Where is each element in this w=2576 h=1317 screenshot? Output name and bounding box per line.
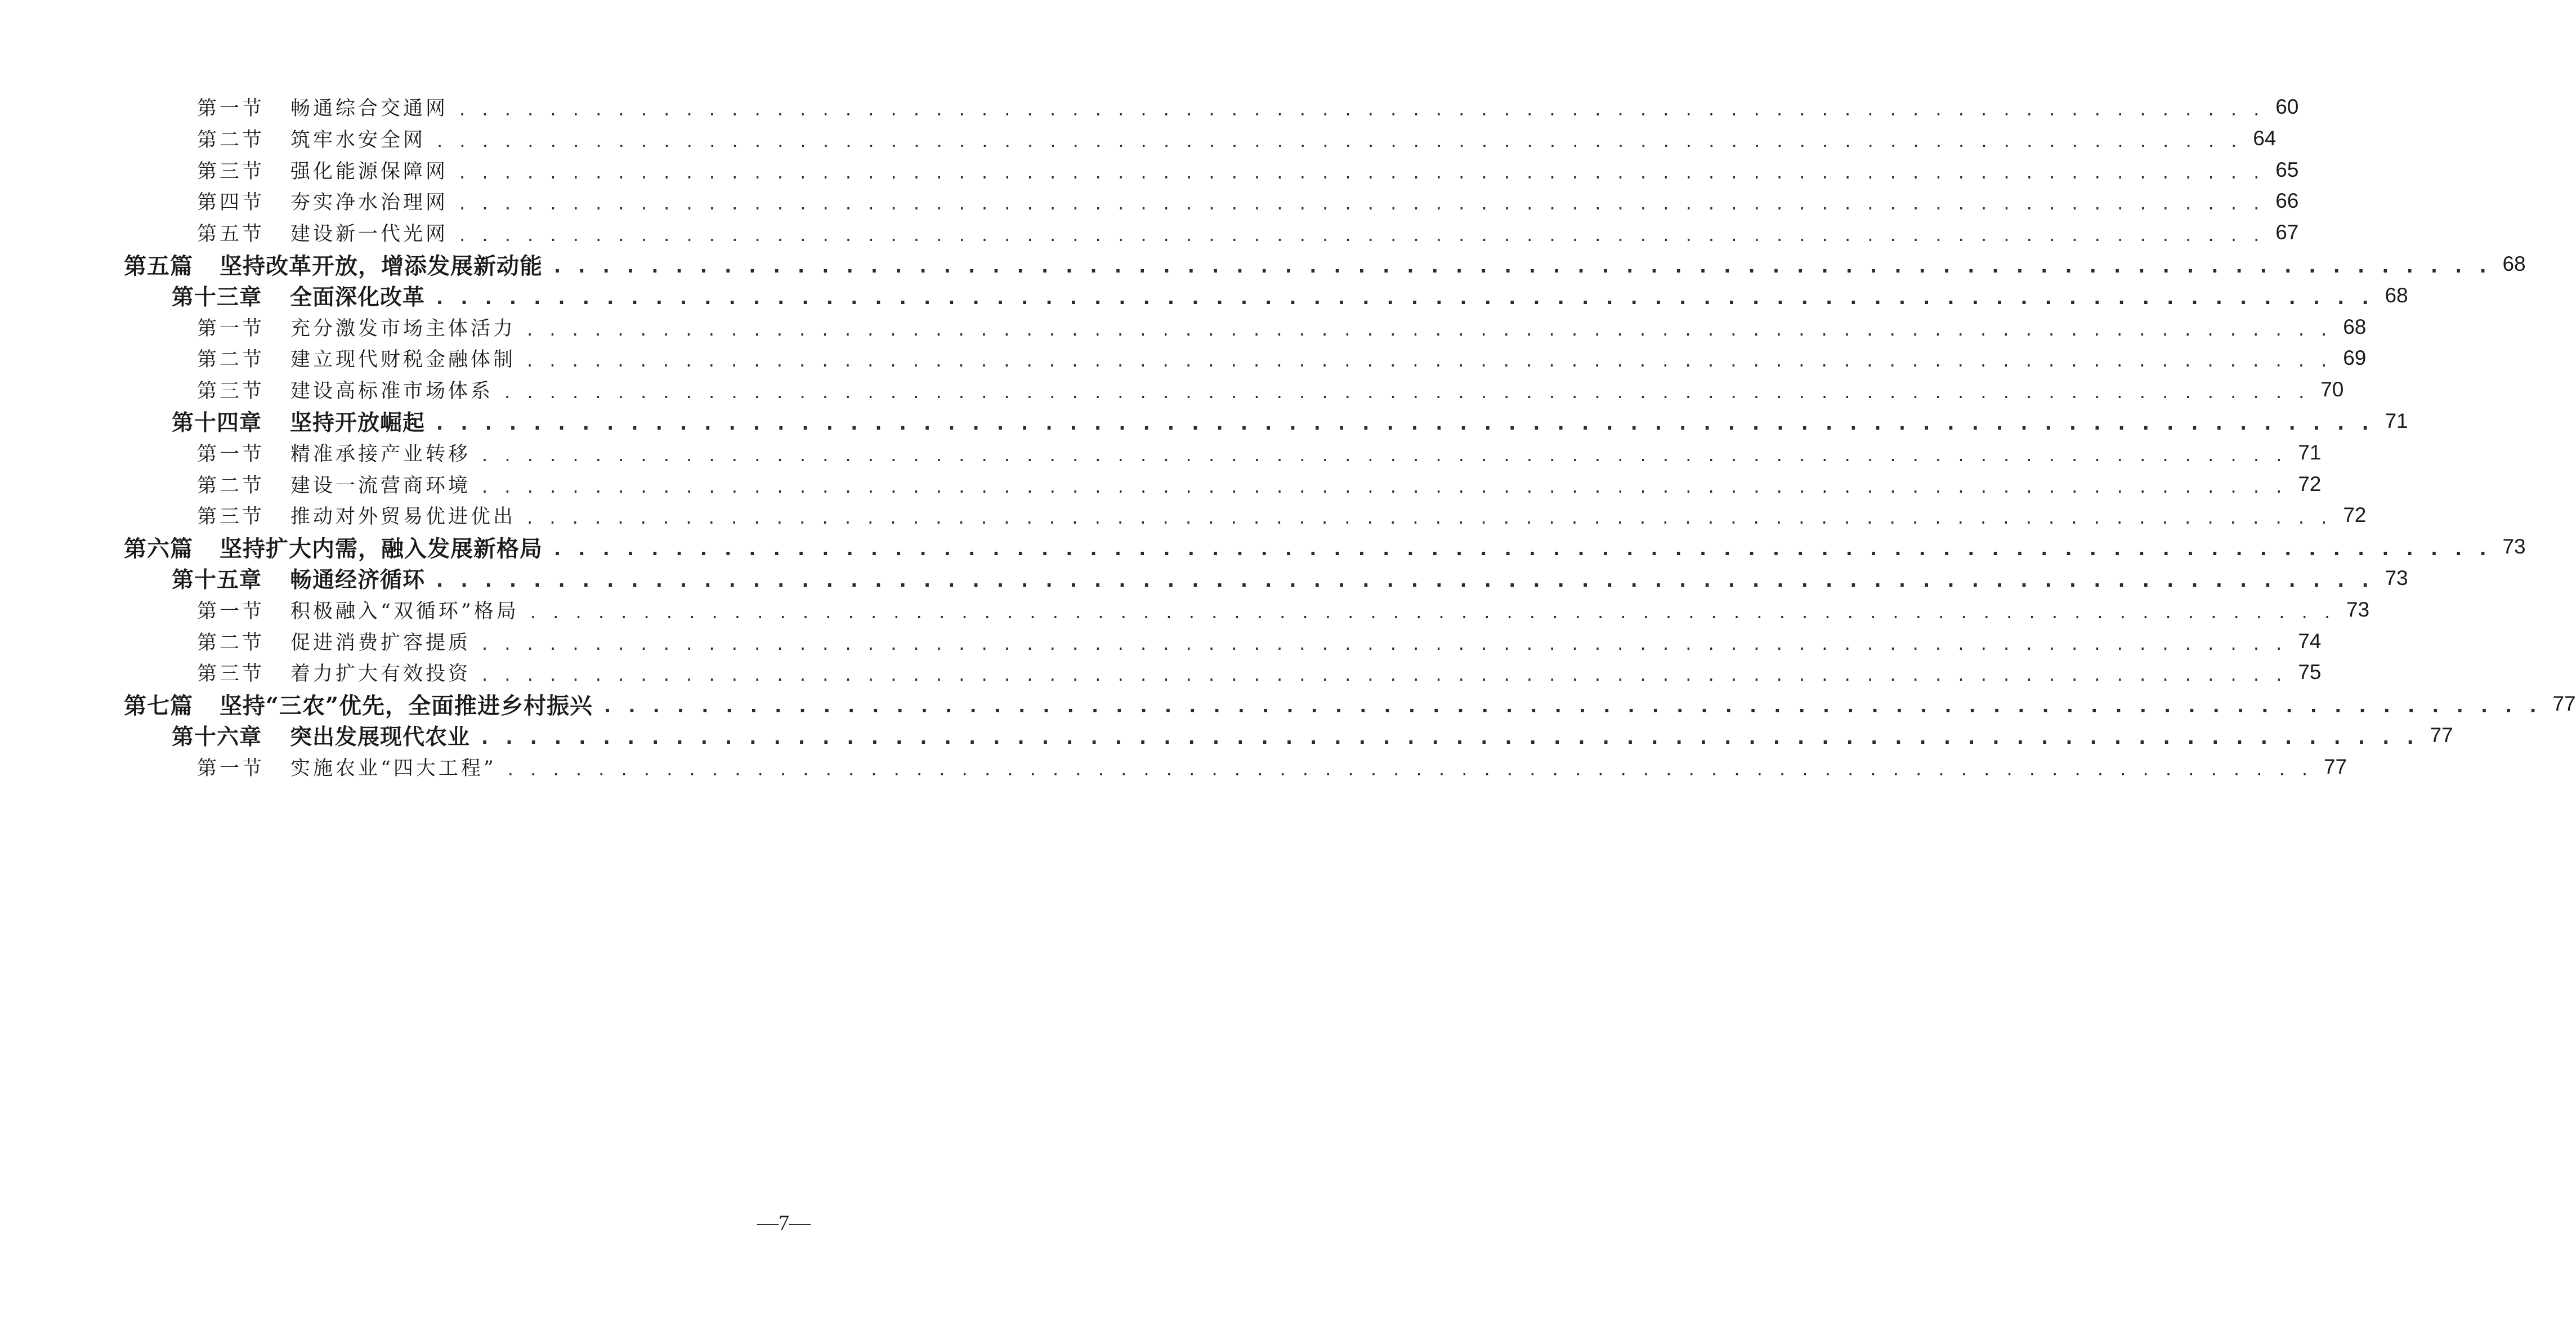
toc-entry-section xyxy=(197,655,2322,689)
toc-entry-part xyxy=(124,687,2576,721)
toc-entry-label: 第五节 xyxy=(197,223,265,246)
dot-leader: . . . . . . . . . . . . . . . . . . . . . . . . . . . . . . . . . . . . . . . . . . . . . . . . . . . . . . . . . . . . . . . . . . . . . . . . . . . . . . . . xyxy=(527,318,2333,340)
dot-leader: . . . . . . . . . . . . . . . . . . . . . . . . . . . . . . . . . . . . . . . . . . . . . . . . . . . . . . . . . . . . . . . . . . . . . . . . . . . . . . . . xyxy=(530,601,2336,623)
toc-entry-label: 第五篇 xyxy=(124,252,193,279)
dot-leader: . . . . . . . . . . . . . . . . . . . . . . . . . . . . . . . . . . . . . . . . . . . . . . . . . . . . . . . . . . . . . . . . . . . . . . . . . . . . . . . . xyxy=(482,475,2288,497)
toc-entry-section xyxy=(197,624,2322,658)
toc-entry-title: 夯实净水治理网 xyxy=(290,191,449,215)
dot-leader: . . . . . . . . . . . . . . . . . . . . . . . . . . . . . . . . . . . . . . . . . . . . . . . . . . . . . . . . . . . . . . . . . . . . . . . . . . . . . . . . xyxy=(436,413,2374,434)
toc-entry-label: 第三节 xyxy=(197,380,265,403)
toc-entry-page-number: 75 xyxy=(2298,660,2322,684)
dot-leader: . . . . . . . . . . . . . . . . . . . . . . . . . . . . . . . . . . . . . . . . . . . . . . . . . . . . . . . . . . . . . . . . . . . . . . . . . . . . . . . . xyxy=(482,632,2288,654)
toc-entry-title: 建立现代财税金融体制 xyxy=(290,349,516,372)
toc-entry-title: 积极融入“双循环”格局 xyxy=(290,600,519,623)
toc-entry-title: 突出发展现代农业 xyxy=(290,724,471,750)
toc-entry-section xyxy=(197,498,2367,532)
toc-entry-label: 第十四章 xyxy=(172,410,262,436)
toc-entry-section xyxy=(197,184,2299,218)
dot-leader: . . . . . . . . . . . . . . . . . . . . . . . . . . . . . . . . . . . . . . . . . . . . . . . . . . . . . . . . . . . . . . . . . . . . . . . . . . . . . . . . xyxy=(507,758,2314,780)
toc-entry-title: 畅通经济循环 xyxy=(290,567,426,593)
toc-entry-chapter xyxy=(172,404,2408,438)
toc-entry-title: 充分激发市场主体活力 xyxy=(290,317,516,340)
toc-entry-title: 坚持扩大内需，融入发展新格局 xyxy=(220,535,543,562)
dot-leader: . . . . . . . . . . . . . . . . . . . . . . . . . . . . . . . . . . . . . . . . . . . . . . . . . . . . . . . . . . . . . . . . . . . . . . . . . . . . . . . . xyxy=(459,193,2265,215)
toc-entry-page-number: 77 xyxy=(2430,724,2453,747)
toc-entry-section xyxy=(197,436,2322,470)
toc-entry-section xyxy=(197,216,2299,249)
toc-entry-title: 精准承接产业转移 xyxy=(290,443,471,466)
toc-entry-page-number: 66 xyxy=(2275,189,2299,213)
dot-leader: . . . . . . . . . . . . . . . . . . . . . . . . . . . . . . . . . . . . . . . . . . . . . . . . . . . . . . . . . . . . . . . . . . . . . . . . . . . . . . . . xyxy=(459,99,2265,120)
toc-entry-page-number: 77 xyxy=(2323,755,2347,778)
toc-entry-title: 实施农业“四大工程” xyxy=(290,757,497,780)
dot-leader: . . . . . . . . . . . . . . . . . . . . . . . . . . . . . . . . . . . . . . . . . . . . . . . . . . . . . . . . . . . . . . . . . . . . . . . . . . . . . . . . xyxy=(554,256,2492,277)
toc-entry-label: 第三节 xyxy=(197,160,265,183)
dot-leader: . . . . . . . . . . . . . . . . . . . . . . . . . . . . . . . . . . . . . . . . . . . . . . . . . . . . . . . . . . . . . . . . . . . . . . . . . . . . . . . . xyxy=(481,727,2420,748)
toc-entry-label: 第十六章 xyxy=(172,724,262,750)
toc-entry-label: 第一节 xyxy=(197,757,265,780)
toc-entry-page-number: 69 xyxy=(2343,346,2367,370)
toc-entry-page-number: 73 xyxy=(2346,597,2370,621)
toc-entry-label: 第十三章 xyxy=(172,284,262,310)
toc-entry-chapter xyxy=(172,561,2408,595)
toc-entry-section xyxy=(197,341,2367,375)
toc-entry-title: 坚持改革开放，增添发展新动能 xyxy=(220,252,543,279)
toc-entry-page-number: 64 xyxy=(2253,126,2277,150)
toc-entry-chapter xyxy=(172,718,2453,752)
toc-entry-label: 第十五章 xyxy=(172,567,262,593)
toc-entry-title: 建设新一代光网 xyxy=(290,223,449,246)
dot-leader: . . . . . . . . . . . . . . . . . . . . . . . . . . . . . . . . . . . . . . . . . . . . . . . . . . . . . . . . . . . . . . . . . . . . . . . . . . . . . . . . xyxy=(436,287,2374,309)
toc-entry-label: 第一节 xyxy=(197,600,265,623)
toc-entry-label: 第四节 xyxy=(197,191,265,215)
toc-entry-section xyxy=(197,310,2367,344)
toc-entry-page-number: 68 xyxy=(2343,315,2367,338)
toc-entry-title: 筑牢水安全网 xyxy=(290,128,426,151)
toc-entry-title: 强化能源保障网 xyxy=(290,160,449,183)
toc-entry-label: 第一节 xyxy=(197,97,265,120)
dot-leader: . . . . . . . . . . . . . . . . . . . . . . . . . . . . . . . . . . . . . . . . . . . . . . . . . . . . . . . . . . . . . . . . . . . . . . . . . . . . . . . . xyxy=(604,695,2542,717)
toc-entry-section xyxy=(197,593,2370,627)
toc-entry-page-number: 70 xyxy=(2320,378,2344,401)
toc-entry-page-number: 73 xyxy=(2385,566,2408,590)
toc-entry-page-number: 68 xyxy=(2502,252,2526,275)
dot-leader: . . . . . . . . . . . . . . . . . . . . . . . . . . . . . . . . . . . . . . . . . . . . . . . . . . . . . . . . . . . . . . . . . . . . . . . . . . . . . . . . xyxy=(554,538,2492,560)
toc-entry-label: 第一节 xyxy=(197,443,265,466)
dot-leader: . . . . . . . . . . . . . . . . . . . . . . . . . . . . . . . . . . . . . . . . . . . . . . . . . . . . . . . . . . . . . . . . . . . . . . . . . . . . . . . . xyxy=(527,507,2333,529)
toc-entry-page-number: 77 xyxy=(2552,692,2576,716)
dot-leader: . . . . . . . . . . . . . . . . . . . . . . . . . . . . . . . . . . . . . . . . . . . . . . . . . . . . . . . . . . . . . . . . . . . . . . . . . . . . . . . . xyxy=(437,130,2243,151)
toc-entry-section xyxy=(197,467,2322,501)
toc-entry-part xyxy=(124,530,2526,564)
toc-entry-title: 建设一流营商环境 xyxy=(290,474,471,497)
toc-entry-label: 第六篇 xyxy=(124,535,193,562)
toc-entry-page-number: 73 xyxy=(2502,535,2526,559)
toc-entry-section xyxy=(197,90,2299,124)
dot-leader: . . . . . . . . . . . . . . . . . . . . . . . . . . . . . . . . . . . . . . . . . . . . . . . . . . . . . . . . . . . . . . . . . . . . . . . . . . . . . . . . xyxy=(527,350,2333,372)
toc-entry-title: 坚持开放崛起 xyxy=(290,410,426,436)
toc-entry-page-number: 72 xyxy=(2298,472,2322,495)
toc-entry-title: 畅通综合交通网 xyxy=(290,97,449,120)
page-number: —7— xyxy=(757,1211,811,1235)
toc-entry-label: 第三节 xyxy=(197,663,265,686)
toc-entry-title: 建设高标准市场体系 xyxy=(290,380,494,403)
toc-entry-chapter xyxy=(172,279,2408,312)
toc-entry-page-number: 74 xyxy=(2298,629,2322,653)
toc-entry-part xyxy=(124,247,2526,281)
dot-leader: . . . . . . . . . . . . . . . . . . . . . . . . . . . . . . . . . . . . . . . . . . . . . . . . . . . . . . . . . . . . . . . . . . . . . . . . . . . . . . . . xyxy=(459,161,2265,183)
toc-entry-title: 全面深化改革 xyxy=(290,284,426,310)
toc-entry-section xyxy=(197,153,2299,187)
toc-entry-label: 第二节 xyxy=(197,474,265,497)
toc-entry-page-number: 71 xyxy=(2298,440,2322,464)
dot-leader: . . . . . . . . . . . . . . . . . . . . . . . . . . . . . . . . . . . . . . . . . . . . . . . . . . . . . . . . . . . . . . . . . . . . . . . . . . . . . . . . xyxy=(459,224,2265,246)
toc-entry-label: 第二节 xyxy=(197,349,265,372)
dot-leader: . . . . . . . . . . . . . . . . . . . . . . . . . . . . . . . . . . . . . . . . . . . . . . . . . . . . . . . . . . . . . . . . . . . . . . . . . . . . . . . . xyxy=(436,570,2374,591)
toc-entry-section xyxy=(197,122,2277,155)
dot-leader: . . . . . . . . . . . . . . . . . . . . . . . . . . . . . . . . . . . . . . . . . . . . . . . . . . . . . . . . . . . . . . . . . . . . . . . . . . . . . . . . xyxy=(482,444,2288,466)
toc-entry-title: 着力扩大有效投资 xyxy=(290,663,471,686)
toc-entry-title: 推动对外贸易优进优出 xyxy=(290,506,516,529)
toc-entry-label: 第七篇 xyxy=(124,692,193,719)
toc-entry-section xyxy=(197,373,2344,407)
toc-entry-label: 第二节 xyxy=(197,128,265,151)
toc-entry-title: 促进消费扩容提质 xyxy=(290,631,471,654)
dot-leader: . . . . . . . . . . . . . . . . . . . . . . . . . . . . . . . . . . . . . . . . . . . . . . . . . . . . . . . . . . . . . . . . . . . . . . . . . . . . . . . . xyxy=(482,664,2288,686)
toc-entry-label: 第三节 xyxy=(197,506,265,529)
toc-entry-page-number: 71 xyxy=(2385,409,2408,432)
toc-entry-page-number: 72 xyxy=(2343,503,2367,527)
toc-entry-section xyxy=(197,750,2347,784)
toc-entry-label: 第一节 xyxy=(197,317,265,340)
toc-entry-page-number: 65 xyxy=(2275,158,2299,181)
toc-entry-page-number: 60 xyxy=(2275,95,2299,118)
toc-entry-page-number: 68 xyxy=(2385,283,2408,307)
toc-entry-page-number: 67 xyxy=(2275,221,2299,244)
dot-leader: . . . . . . . . . . . . . . . . . . . . . . . . . . . . . . . . . . . . . . . . . . . . . . . . . . . . . . . . . . . . . . . . . . . . . . . . . . . . . . . . xyxy=(504,381,2310,403)
toc-entry-label: 第二节 xyxy=(197,631,265,654)
toc-entry-title: 坚持“三农”优先，全面推进乡村振兴 xyxy=(220,692,593,719)
